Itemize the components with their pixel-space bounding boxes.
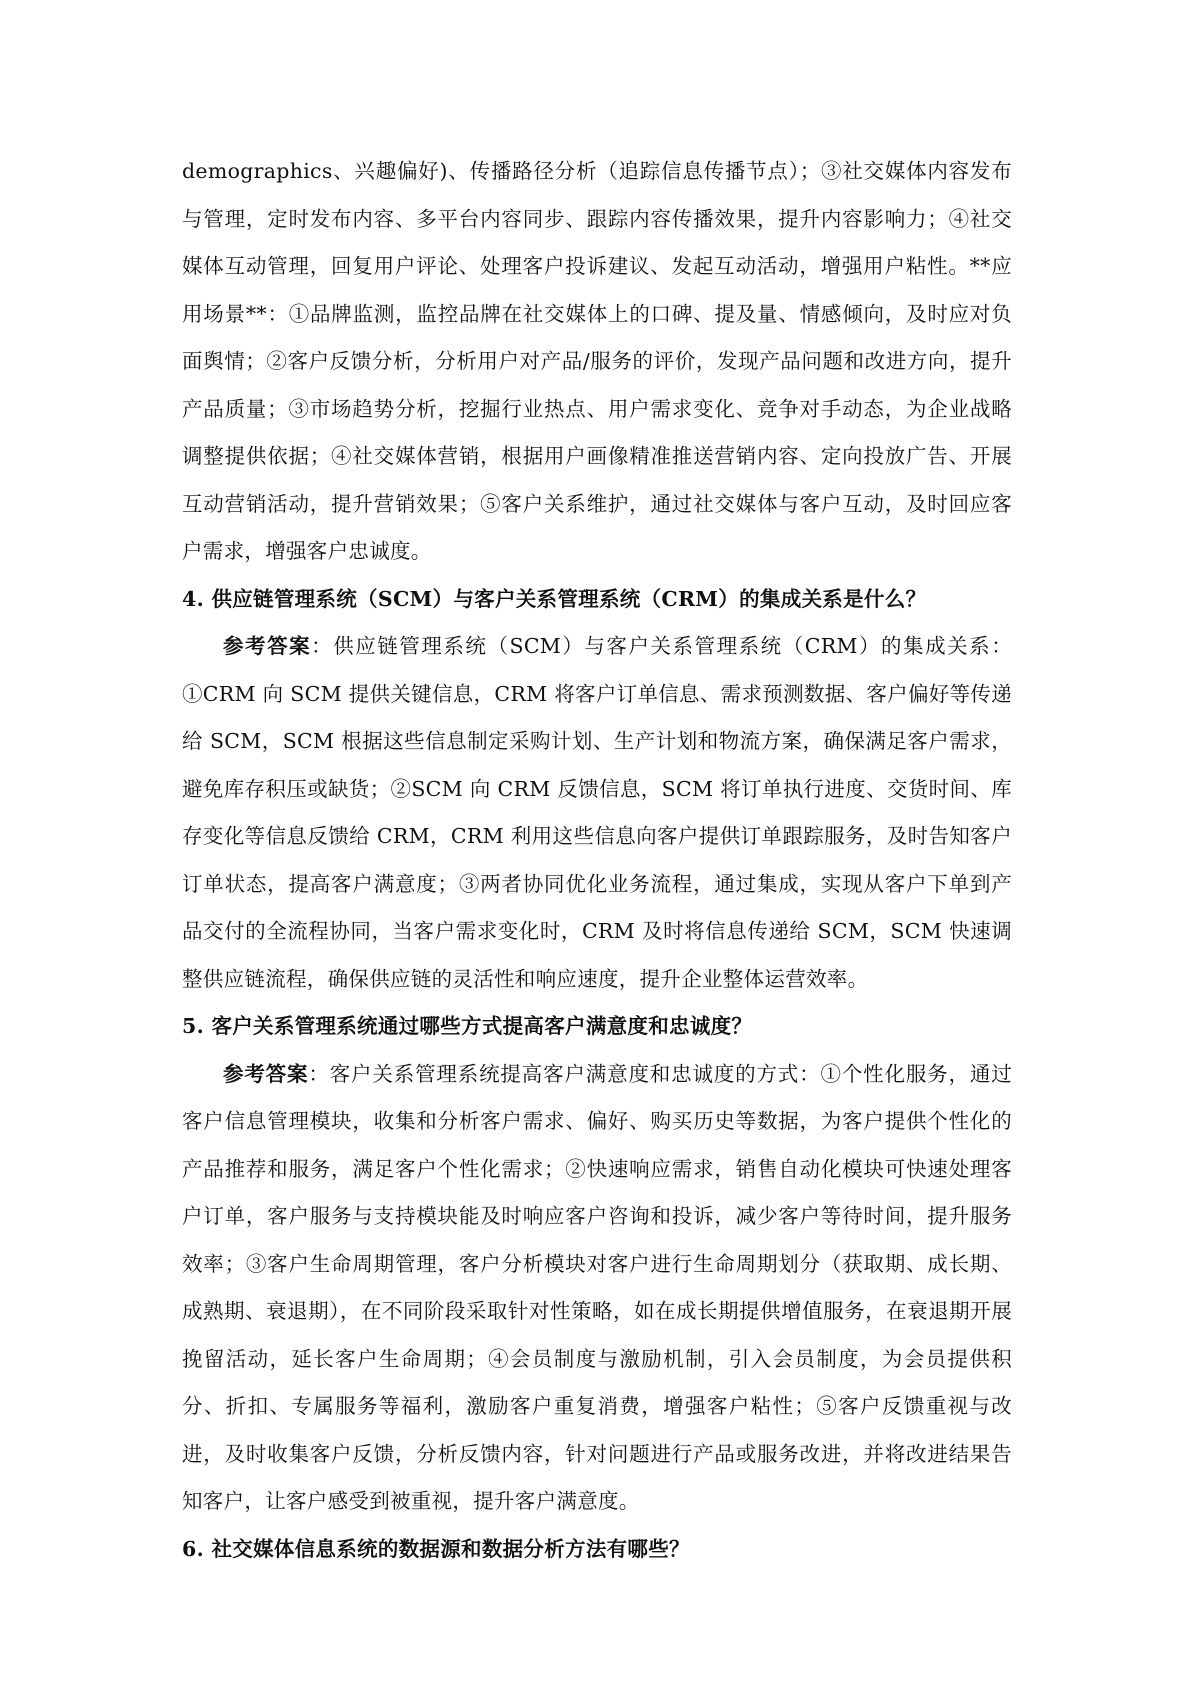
- answer-label: 参考答案: [223, 1061, 309, 1086]
- question-5-answer: [182, 1051, 1012, 1526]
- question-5-heading: 5. 客户关系管理系统通过哪些方式提高客户满意度和忠诚度？: [182, 1014, 753, 1038]
- question-6-heading: 6. 社交媒体信息系统的数据源和数据分析方法有哪些？: [182, 1536, 690, 1561]
- answer-label: 参考答案: [223, 634, 312, 658]
- question-4-heading: 4. 供应链管理系统（SCM）与客户关系管理系统（CRM）的集成关系是什么？: [182, 586, 927, 611]
- document-page: [182, 148, 1012, 1573]
- continuation-paragraph: demographics、兴趣偏好)、传播路径分析（追踪信息传播节点）；③社交媒体内容发布与管理，定时发布内容、多平台内容同步、跟踪内容传播效果，提升内容影响力；④社交媒体互动管理，回复用户评论、处理客户投诉建议、发起互动活动，增强用户粘性。**应用场景**：①品牌监测，监控品牌在社交媒体上的口碑、提及量、情感倾向，及时应对负面舆情；②客户反馈分析，分析用户对产品/服务的评价，发现产品问题和改进方向，提升产品质量；③市场趋势分析，挖掘行业热点、用户需求变化、竞争对手动态，为企业战略调整提供依据；④社交媒体营销，根据用户画像精准推送营销内容、定向投放广告、开展互动营销活动，提升营销效果；⑤客户关系维护，通过社交媒体与客户互动，及时回应客户需求，增强客户忠诚度。: [182, 159, 1012, 563]
- answer-text: ：客户关系管理系统提高客户满意度和忠诚度的方式：①个性化服务，通过客户信息管理模块，收集和分析客户需求、偏好、购买历史等数据，为客户提供个性化的产品推荐和服务，满足客户个性化需求；②快速响应需求，销售自动化模块可快速处理客户订单，客户服务与支持模块能及时响应客户咨询和投诉，减少客户等待时间，提升服务效率；③客户生命周期管理，客户分析模块对客户进行生命周期划分（获取期、成长期、成熟期、衰退期），在不同阶段采取针对性策略，如在成长期提供增值服务，在衰退期开展挽留活动，延长客户生命周期；④会员制度与激励机制，引入会员制度，为会员提供积分、折扣、专属服务等福利，激励客户重复消费，增强客户粘性；⑤客户反馈重视与改进，及时收集客户反馈，分析反馈内容，针对问题进行产品或服务改进，并将改进结果告知客户，让客户感受到被重视，提升客户满意度。: [182, 1061, 1012, 1513]
- answer-text: ：供应链管理系统（SCM）与客户关系管理系统（CRM）的集成关系：①CRM 向 SCM 提供关键信息，CRM 将客户订单信息、需求预测数据、客户偏好等传递给 SCM，SCM 根据这些信息制定采购计划、生产计划和物流方案，确保满足客户需求，避免库存积压或缺货；②SCM 向 CRM 反馈信息，SCM 将订单执行进度、交货时间、库存变化等信息反馈给 CRM，CRM 利用这些信息向客户提供订单跟踪服务，及时告知客户订单状态，提高客户满意度；③两者协同优化业务流程，通过集成，实现从客户下单到产品交付的全流程协同，当客户需求变化时，CRM 及时将信息传递给 SCM，SCM 快速调整供应链流程，确保供应链的灵活性和响应速度，提升企业整体运营效率。: [182, 634, 1013, 991]
- question-4-answer: [182, 623, 1012, 1003]
